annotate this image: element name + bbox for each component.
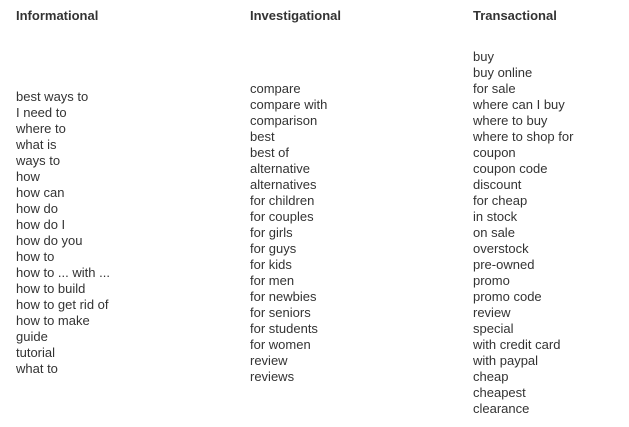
keyword-item: compare [250,81,301,96]
keyword-item: comparison [250,113,318,128]
keyword-item: for girls [250,225,293,240]
keyword-item: for sale [473,81,516,96]
keyword-item: for seniors [250,305,311,320]
keyword-item: alternatives [250,177,317,192]
keyword-list-investigational [250,81,327,385]
keyword-item: clearance [473,401,530,416]
keyword-item: on sale [473,225,515,240]
keyword-item: buy [473,49,494,64]
keyword-item: for men [250,273,295,288]
keyword-item: for kids [250,257,292,272]
keyword-item: how to [16,249,55,264]
keyword-item: what to [16,361,58,376]
keyword-item: guide [16,329,48,344]
keyword-item: special [473,321,514,336]
keyword-item: how do you [16,233,83,248]
keyword-item: promo code [473,289,542,304]
keyword-item: overstock [473,241,529,256]
keyword-item: how to make [16,313,90,328]
keyword-item: best [250,129,275,144]
keyword-item: pre-owned [473,257,535,272]
keyword-item: review [473,305,511,320]
keyword-item: cheapest [473,385,526,400]
keyword-item: for students [250,321,318,336]
keyword-item: for newbies [250,289,317,304]
keyword-item: best of [250,145,290,160]
keyword-item: buy online [473,65,533,80]
column-header-informational: Informational [16,8,99,23]
keyword-item: with paypal [473,353,539,368]
keyword-item: how do I [16,217,66,232]
keyword-item: for children [250,193,315,208]
keyword-list-transactional [473,49,573,417]
keyword-item: for guys [250,241,297,256]
keyword-item: I need to [16,105,67,120]
keyword-item: what is [16,137,57,152]
keyword-item: for women [250,337,311,352]
keyword-item: where to [16,121,66,136]
keyword-item: reviews [250,369,295,384]
column-header-investigational: Investigational [250,8,342,23]
keyword-item: how can [16,185,65,200]
keyword-list-informational [16,89,110,377]
keyword-item: for cheap [473,193,528,208]
keyword-item: where can I buy [473,97,565,112]
keyword-item: best ways to [16,89,89,104]
keyword-item: ways to [16,153,61,168]
column-header-transactional: Transactional [473,8,557,23]
keyword-item: with credit card [473,337,561,352]
keyword-item: alternative [250,161,310,176]
keyword-item: where to shop for [473,129,574,144]
keyword-item: where to buy [473,113,548,128]
keyword-item: compare with [250,97,328,112]
keyword-item: for couples [250,209,314,224]
keyword-item: in stock [473,209,518,224]
keyword-item: promo [473,273,510,288]
keyword-item: how to get rid of [16,297,109,312]
keyword-item: how do [16,201,58,216]
keyword-item: coupon code [473,161,548,176]
keyword-item: review [250,353,288,368]
keyword-item: coupon [473,145,516,160]
keyword-item: cheap [473,369,509,384]
keyword-item: how to build [16,281,86,296]
keyword-item: discount [473,177,522,192]
keyword-item: how to ... with ... [16,265,110,280]
keyword-item: how [16,169,40,184]
keyword-item: tutorial [16,345,56,360]
